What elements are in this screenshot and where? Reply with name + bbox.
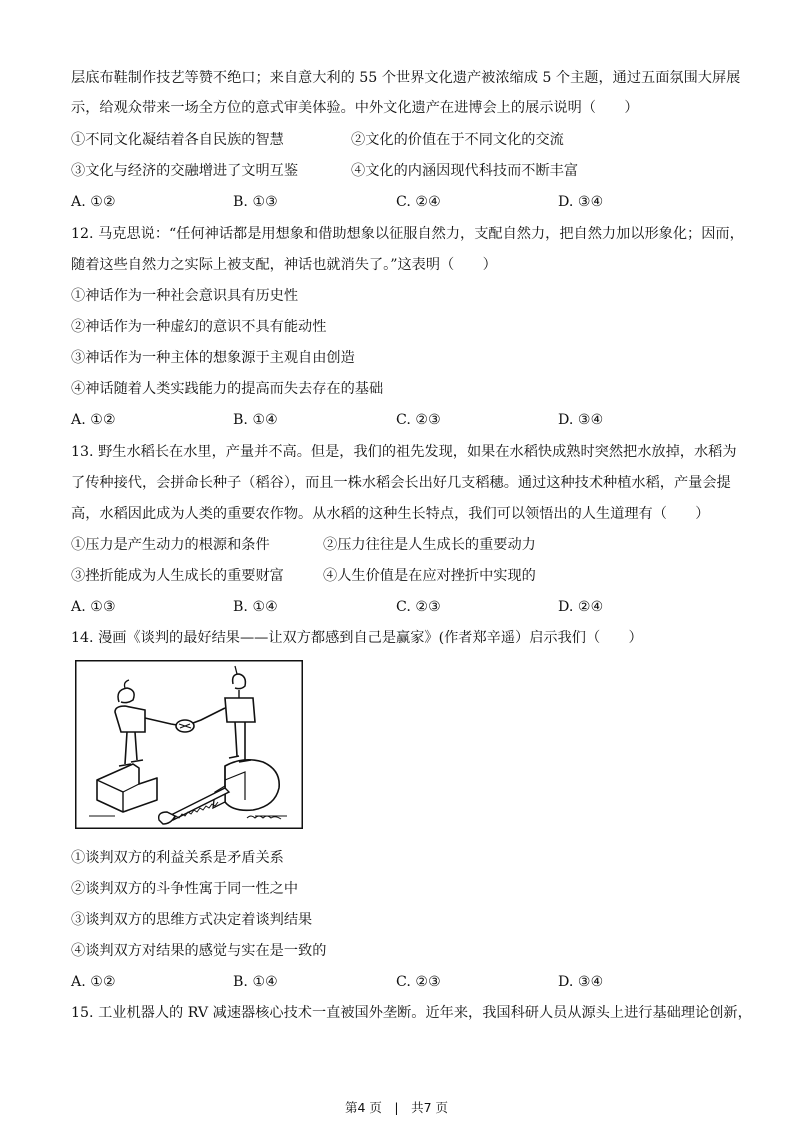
q11-option-3: ③文化与经济的交融增进了文明互鉴 — [71, 163, 299, 179]
q13-answer-choices — [71, 597, 726, 617]
q14-option-4: ④谈判双方对结果的感觉与实在是一致的 — [71, 943, 327, 959]
q12-option-3: ③神话作为一种主体的想象源于主观自由创造 — [71, 350, 355, 366]
q13-option-1: ①压力是产生动力的根源和条件 — [71, 537, 270, 553]
cartoon-negotiation-image — [75, 660, 303, 829]
q11-options-row-1 — [71, 130, 726, 150]
q14-answer-d[interactable]: D. ③④ — [558, 974, 604, 990]
q13-answer-b[interactable]: B. ①④ — [233, 599, 278, 615]
q14-answer-b[interactable]: B. ①④ — [233, 974, 278, 990]
page-footer: 第4 页 | 共7 页 — [344, 1100, 449, 1115]
cartoon-drawing — [75, 660, 303, 829]
q11-answer-a[interactable]: A. ①② — [71, 194, 116, 210]
q11-answer-b[interactable]: B. ①③ — [233, 194, 278, 210]
q11-answer-d[interactable]: D. ③④ — [558, 194, 604, 210]
q12-text-line-2: 随着这些自然力之实际上被支配，神话也就消失了。”这表明（ ） — [71, 257, 497, 273]
q11-option-2: ②文化的价值在于不同文化的交流 — [351, 132, 564, 148]
q14-option-3: ③谈判双方的思维方式决定着谈判结果 — [71, 912, 313, 928]
q13-option-4: ④人生价值是在应对挫折中实现的 — [323, 568, 536, 584]
q13-option-3: ③挫折能成为人生成长的重要财富 — [71, 568, 284, 584]
q14-answer-c[interactable]: C. ②③ — [396, 974, 441, 990]
q12-option-2: ②神话作为一种虚幻的意识不具有能动性 — [71, 319, 327, 335]
q12-option-4: ④神话随着人类实践能力的提高而失去存在的基础 — [71, 381, 384, 397]
q12-answer-d[interactable]: D. ③④ — [558, 412, 604, 428]
q12-option-1: ①神话作为一种社会意识具有历史性 — [71, 288, 299, 304]
q13-text-line-3: 高，水稻因此成为人类的重要农作物。从水稻的这种生长特点，我们可以领悟出的人生道理有（ ） — [71, 506, 710, 522]
q13-options-row-2 — [71, 566, 726, 586]
q12-answer-b[interactable]: B. ①④ — [233, 412, 278, 428]
q12-answer-c[interactable]: C. ②③ — [396, 412, 441, 428]
q15-text-line-1: 15. 工业机器人的 RV 减速器核心技术一直被国外垄断。近年来，我国科研人员从源头上进行基础理论创新， — [71, 1005, 752, 1021]
q14-answer-a[interactable]: A. ①② — [71, 974, 116, 990]
q11-answer-c[interactable]: C. ②④ — [396, 194, 441, 210]
q13-answer-c[interactable]: C. ②③ — [396, 599, 441, 615]
q14-answer-choices — [71, 972, 726, 992]
q14-option-2: ②谈判双方的斗争性寓于同一性之中 — [71, 881, 299, 897]
q14-text-line-1: 14. 漫画《谈判的最好结果——让双方都感到自己是赢家》(作者郑辛遥）启示我们（ ） — [71, 630, 643, 646]
q11-option-4: ④文化的内涵因现代科技而不断丰富 — [351, 163, 579, 179]
q13-text-line-1: 13. 野生水稻长在水里，产量并不高。但是，我们的祖先发现，如果在水稻快成熟时突然把水放掉，水稻为 — [71, 444, 737, 460]
q13-options-row-1 — [71, 535, 726, 555]
q13-answer-a[interactable]: A. ①③ — [71, 599, 116, 615]
q14-option-1: ①谈判双方的利益关系是矛盾关系 — [71, 850, 284, 866]
q12-answer-a[interactable]: A. ①② — [71, 412, 116, 428]
q11-options-row-2 — [71, 161, 726, 181]
q12-answer-choices — [71, 410, 726, 430]
q13-text-line-2: 了传种接代，会拼命长种子（稻谷），而且一株水稻会长出好几支稻穗。通过这种技术种植水稻，产量会提 — [71, 475, 731, 491]
q11-text-line-1: 层底布鞋制作技艺等赞不绝口；来自意大利的 55 个世界文化遗产被浓缩成 5 个主题，通过五面氛围大屏展 — [71, 70, 741, 86]
q12-text-line-1: 12. 马克思说：“任何神话都是用想象和借助想象以征服自然力，支配自然力，把自然力加以形象化；因而， — [71, 226, 744, 242]
q13-answer-d[interactable]: D. ②④ — [558, 599, 604, 615]
q11-option-1: ①不同文化凝结着各自民族的智慧 — [71, 132, 284, 148]
q13-option-2: ②压力往往是人生成长的重要动力 — [323, 537, 536, 553]
q11-text-line-2: 示，给观众带来一场全方位的意式审美体验。中外文化遗产在进博会上的展示说明（ ） — [71, 100, 639, 116]
q11-answer-choices — [71, 192, 726, 212]
